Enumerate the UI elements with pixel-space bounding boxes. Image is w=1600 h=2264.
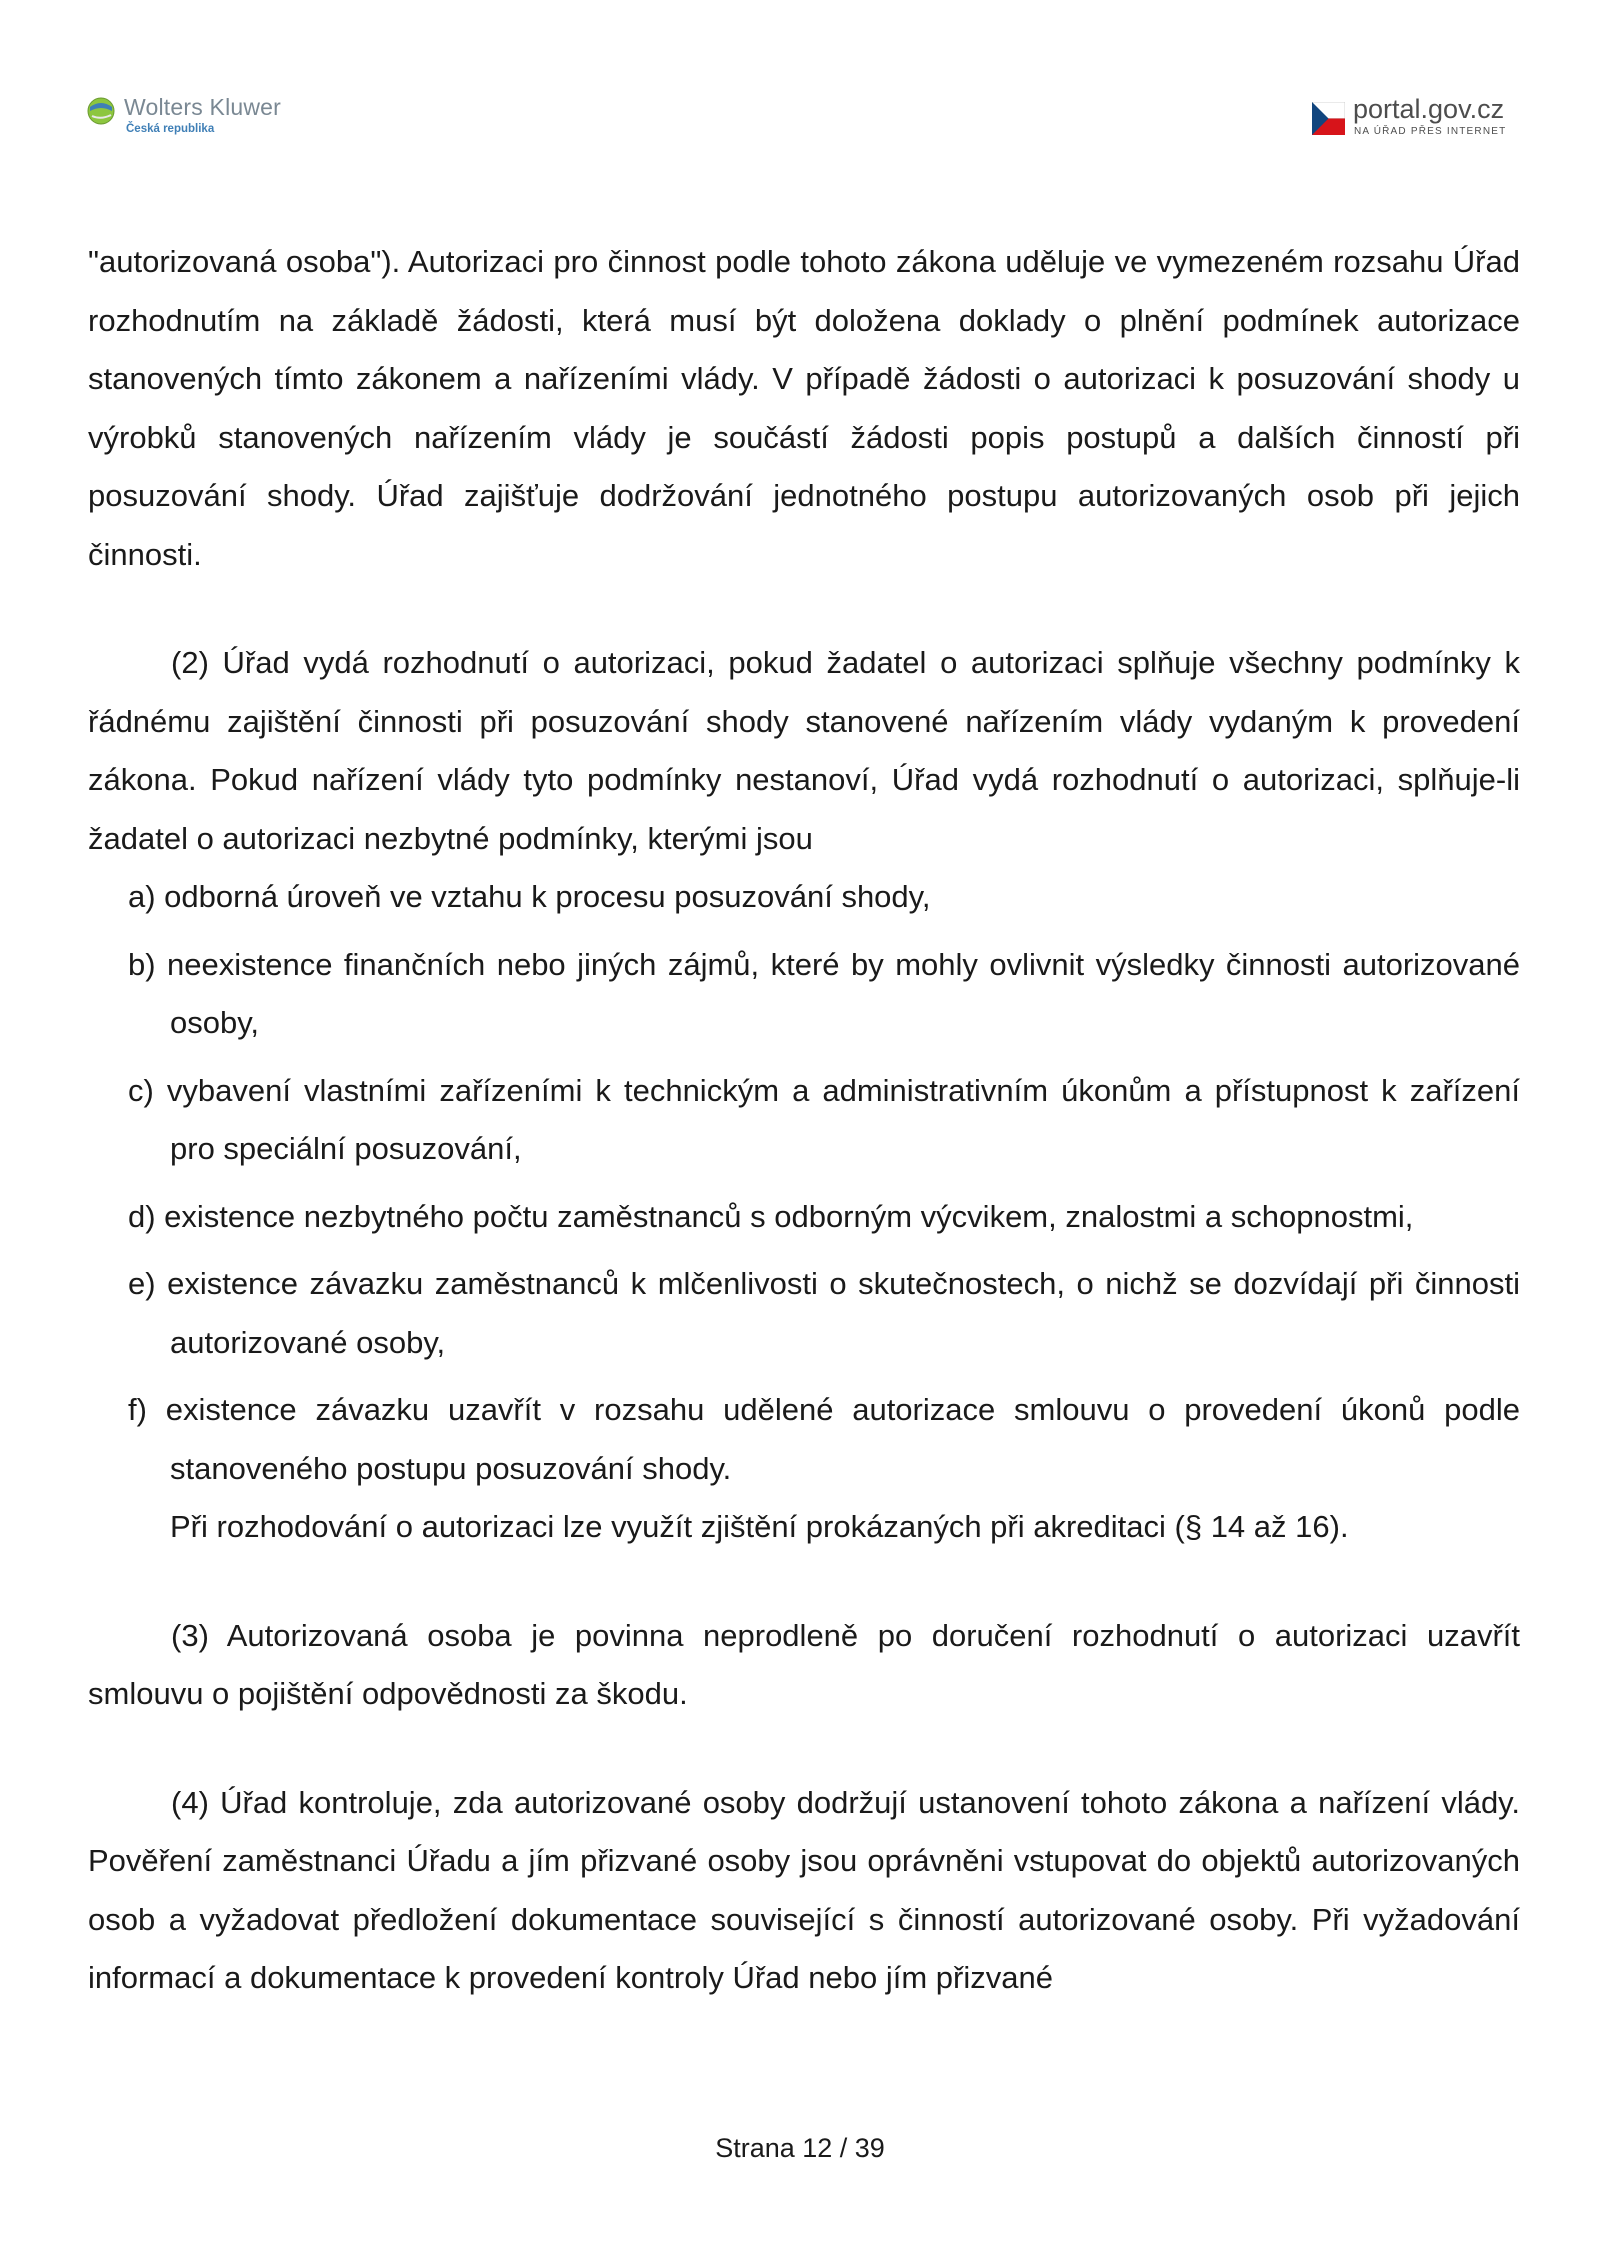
paragraph-2: (2) Úřad vydá rozhodnutí o autorizaci, pokud žadatel o autorizaci splňuje všechny podmínky k řádnému zajištění činnosti při posuzování shody stanovené nařízením vlády vydaným k provedení zákona. Pokud nařízení vlády tyto podmínky nestanoví, Úřad vydá rozhodnutí o autorizaci, splňuje-li žadatel o autorizaci nezbytné podmínky, kterými jsou	[88, 645, 1520, 856]
list-item: f) existence závazku uzavřít v rozsahu udělené autorizace smlouvu o provedení úkonů podle stanoveného postupu posuzování shody.	[128, 1392, 1520, 1486]
globe-icon	[86, 96, 116, 126]
wk-logo-subtitle: Česká republika	[126, 123, 215, 135]
wk-logo-name: Wolters Kluwer	[124, 94, 282, 120]
list-item: d) existence nezbytného počtu zaměstnanců s odborným výcvikem, znalostmi a schopnostmi,	[128, 1198, 1414, 1234]
czech-flag-icon	[1312, 102, 1345, 135]
list-item: e) existence závazku zaměstnanců k mlčenlivosti o skutečnostech, o nichž se dozvídají při činnosti autorizované osoby,	[128, 1266, 1520, 1360]
accreditation-note: Při rozhodování o autorizaci lze využít zjištění prokázaných při akreditaci (§ 14 až 16).	[170, 1509, 1349, 1544]
document-body	[88, 233, 1520, 2008]
paragraph-continued: "autorizovaná osoba"). Autorizaci pro činnost podle tohoto zákona uděluje ve vymezeném rozsahu Úřad rozhodnutím na základě žádosti, která musí být doložena doklady o plnění podmínek autorizace stanovených tímto zákonem a nařízeními vlády. V případě žádosti o autorizaci k posuzování shody u výrobků stanovených nařízením vlády je součástí žádosti popis postupů a dalších činností při posuzování shody. Úřad zajišťuje dodržování jednotného postupu autorizovaných osob při jejich činnosti.	[88, 244, 1520, 572]
portal-gov-logo	[1312, 92, 1532, 142]
paragraph-4: (4) Úřad kontroluje, zda autorizované osoby dodržují ustanovení tohoto zákona a nařízení vlády. Pověření zaměstnanci Úřadu a jím přizvané osoby jsou oprávněni vstupovat do objektů autorizovaných osob a vyžadovat předložení dokumentace související s činností autorizované osoby. Při vyžadování informací a dokumentace k provedení kontroly Úřad nebo jím přizvané	[88, 1784, 1520, 1995]
list-item: b) neexistence finančních nebo jiných zájmů, které by mohly ovlivnit výsledky činnosti autorizované osoby,	[128, 946, 1520, 1040]
page-number: Strana 12 / 39	[715, 2133, 885, 2163]
portal-logo-name: portal.gov.cz	[1353, 94, 1505, 124]
list-item: a) odborná úroveň ve vztahu k procesu posuzování shody,	[128, 879, 931, 914]
conditions-list	[88, 868, 1520, 1498]
paragraph-3: (3) Autorizovaná osoba je povinna neprodleně po doručení rozhodnutí o autorizaci uzavřít smlouvu o pojištění odpovědnosti za škodu.	[88, 1617, 1520, 1711]
list-item: c) vybavení vlastními zařízeními k technickým a administrativním úkonům a přístupnost k zařízení pro speciální posuzování,	[128, 1072, 1520, 1166]
portal-logo-subtitle: NA ÚŘAD PŘES INTERNET	[1354, 126, 1507, 137]
wolters-kluwer-logo	[86, 92, 326, 138]
